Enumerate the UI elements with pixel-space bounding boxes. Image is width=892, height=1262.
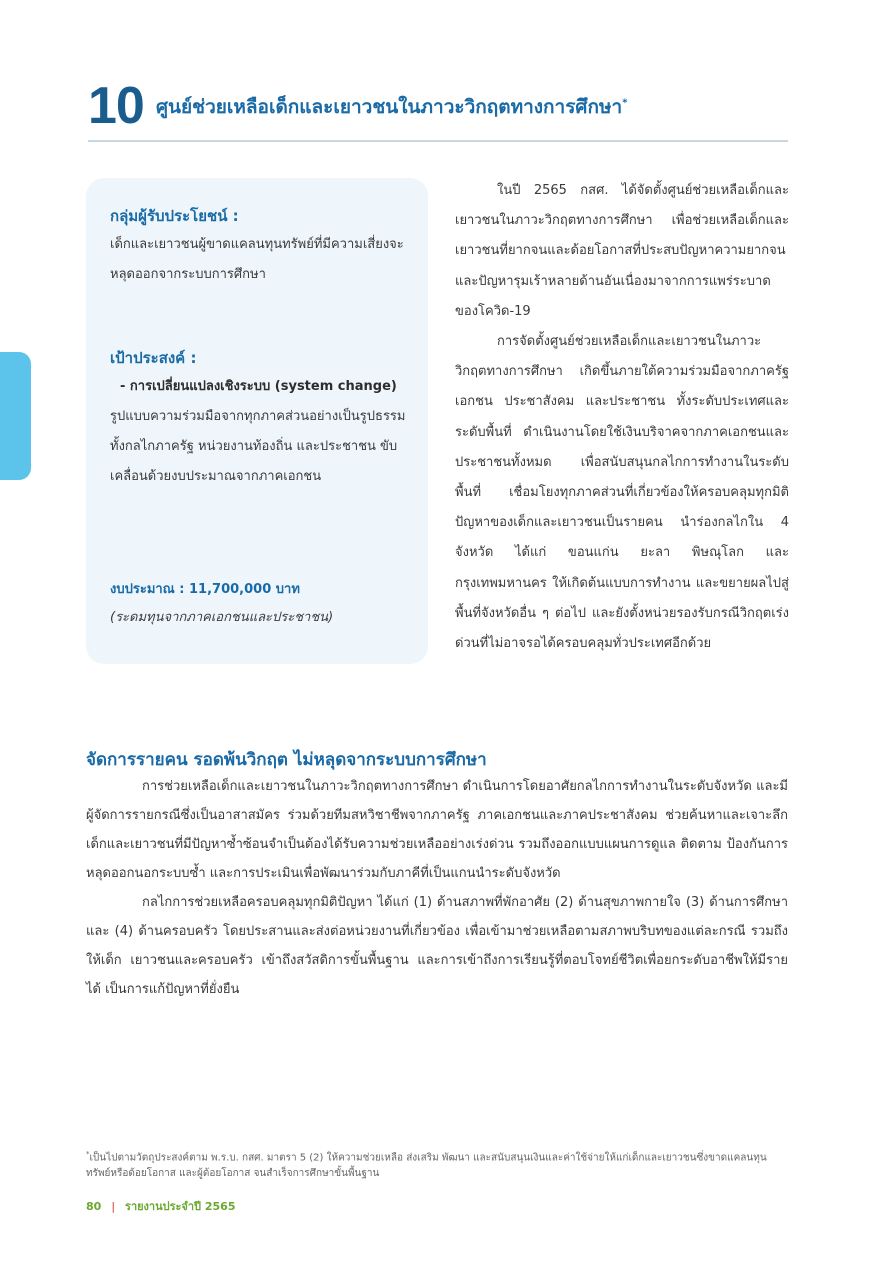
section-body <box>86 772 788 1004</box>
footer-separator: | <box>111 1200 116 1213</box>
beneficiaries-text: เด็กและเยาวชนผู้ขาดแคลนทุนทรัพย์ที่มีความเสี่ยงจะหลุดออกจากระบบการศึกษา <box>110 237 404 282</box>
info-box <box>86 178 428 664</box>
right-paragraph-1: ในปี 2565 กสศ. ได้จัดตั้งศูนย์ช่วยเหลือเด็กและเยาวชนในภาวะวิกฤตทางการศึกษา เพื่อช่วยเหลือเด็กและเยาวชนที่ยากจนและด้อยโอกาสที่ประสบปัญหาความยากจนและปัญหารุมเร้าหลายด้านอันเนื่องมาจากการแพร่ระบาดของโควิด-19 <box>455 183 789 319</box>
section-paragraph-2: กลไกการช่วยเหลือครอบคลุมทุกมิติปัญหา ได้แก่ (1) ด้านสภาพที่พักอาศัย (2) ด้านสุขภาพกายใจ (3) ด้านการศึกษา และ (4) ด้านครอบครัว โดยประสานและส่งต่อหน่วยงานที่เกี่ยวข้อง เพื่อเข้ามาช่วยเหลือตามสภาพบริบทของแต่ละกรณี รวมถึงให้เด็ก เยาวชนและครอบครัว เข้าถึงสวัสดิการขั้นพื้นฐาน และการเข้าถึงการเรียนรู้ที่ตอบโจทย์ชีวิตเพื่อยกระดับอาชีพให้มีรายได้ เป็นการแก้ปัญหาที่ยั่งยืน <box>86 895 788 997</box>
objective-bullet: - การเปลี่ยนแปลงเชิงระบบ (system change) <box>120 379 397 394</box>
section-paragraph-1: การช่วยเหลือเด็กและเยาวชนในภาวะวิกฤตทางการศึกษา ดำเนินการโดยอาศัยกลไกการทำงานในระดับจังหวัด และมีผู้จัดการรายกรณีซึ่งเป็นอาสาสมัคร ร่วมด้วยทีมสหวิชาชีพจากภาครัฐ ภาคเอกชนและภาคประชาสังคม ช่วยค้นหาและเจาะลึกเด็กและเยาวชนที่มีปัญหาซ้ำซ้อนจำเป็นต้องได้รับความช่วยเหลืออย่างเร่งด่วน รวมถึงออกแบบแผนการดูแล ติดตาม ป้องกันการหลุดออกนอกระบบซ้ำ และการประเมินเพื่อพัฒนาร่วมกับภาคีที่เป็นแกนนำระดับจังหวัด <box>86 779 788 881</box>
right-paragraph-2: การจัดตั้งศูนย์ช่วยเหลือเด็กและเยาวชนในภาวะวิกฤตทางการศึกษา เกิดขึ้นภายใต้ความร่วมมือจากภาครัฐ เอกชน ประชาสังคม และประชาชน ทั้งระดับประเทศและระดับพื้นที่ ดำเนินงานโดยใช้เงินบริจาคจากภาคเอกชนและประชาชนทั้งหมด เพื่อสนับสนุนกลไกการทำงานในระดับพื้นที่ เชื่อมโยงทุกภาคส่วนที่เกี่ยวข้องให้ครอบคลุมทุกมิติปัญหาของเด็กและเยาวชนเป็นรายคน นำร่องกลไกใน 4 จังหวัด ได้แก่ ขอนแก่น ยะลา พิษณุโลก และกรุงเทพมหานคร ให้เกิดต้นแบบการทำงาน และขยายผลไปสู่พื้นที่จังหวัดอื่น ๆ ต่อไป และยังตั้งหน่วยรองรับกรณีวิกฤตเร่งด่วนที่ไม่อาจรอได้ครอบคลุมทั่วประเทศอีกด้วย <box>455 334 789 652</box>
objective-block <box>110 372 410 492</box>
report-title: รายงานประจำปี 2565 <box>125 1200 236 1213</box>
footnote-text: เป็นไปตามวัตถุประสงค์ตาม พ.ร.บ. กสศ. มาตรา 5 (2) ให้ความช่วยเหลือ ส่งเสริม พัฒนา และสนับสนุนเงินและค่าใช้จ่ายให้แก่เด็กและเยาวชนซึ่งขาดแคลนทุนทรัพย์หรือด้อยโอกาส และผู้ด้อยโอกาส จนสำเร็จการศึกษาขั้นพื้นฐาน <box>86 1152 767 1180</box>
page-footer <box>86 1197 235 1215</box>
footnote <box>86 1146 790 1182</box>
header-divider <box>88 140 788 142</box>
right-column-text <box>455 176 789 659</box>
chapter-number: 10 <box>88 77 144 135</box>
budget-note: (ระดมทุนจากภาคเอกชนและประชาชน) <box>110 610 334 625</box>
beneficiaries-heading: กลุ่มผู้รับประโยชน์ : <box>110 207 239 225</box>
objective-text: รูปแบบความร่วมมือจากทุกภาคส่วนอย่างเป็นรูปธรรม ทั้งกลไกภาครัฐ หน่วยงานท้องถิ่น และประชาชน ขับเคลื่อนด้วยงบประมาณจากภาคเอกชน <box>110 409 406 484</box>
chapter-title-text: ศูนย์ช่วยเหลือเด็กและเยาวชนในภาวะวิกฤตทางการศึกษา <box>156 96 623 118</box>
chapter-title-footnote-marker: * <box>622 97 628 109</box>
side-tab-marker <box>0 352 31 480</box>
footnote-marker: * <box>86 1150 90 1158</box>
section-heading: จัดการรายคน รอดพ้นวิกฤต ไม่หลุดจากระบบการศึกษา <box>86 750 487 770</box>
budget-amount: งบประมาณ : 11,700,000 บาท <box>110 582 300 597</box>
page-number: 80 <box>86 1200 102 1213</box>
chapter-title <box>156 92 627 122</box>
chapter-header <box>88 78 788 142</box>
objective-heading: เป้าประสงค์ : <box>110 349 197 367</box>
